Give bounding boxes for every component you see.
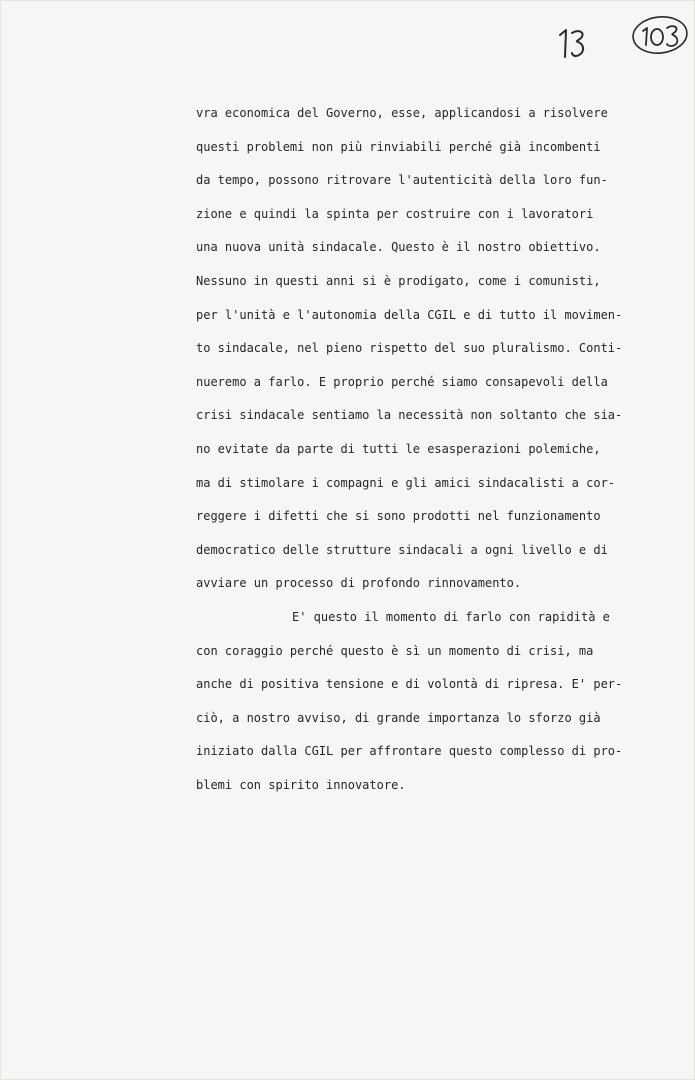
text-line: no evitate da parte di tutti le esasperazioni polemiche, [196,441,601,456]
text-line: zione e quindi la spinta per costruire con i lavoratori [196,206,594,221]
text-line: avviare un processo di profondo rinnovamento. [196,576,522,591]
text-line: to sindacale, nel pieno rispetto del suo pluralismo. Conti- [196,341,623,356]
text-line: con coraggio perché questo è sì un momento di crisi, ma [196,643,594,658]
text-line: da tempo, possono ritrovare l'autenticità della loro fun- [196,173,608,188]
typewritten-body-text [196,97,626,802]
text-line: reggere i difetti che si sono prodotti nel funzionamento [196,509,601,524]
circled-page-number-stamp [631,13,691,57]
text-line: blemi con spirito innovatore. [196,777,406,792]
text-line-paragraph-start: E' questo il momento di farlo con rapidità e [292,609,610,624]
text-line: iniziato dalla CGIL per affrontare questo complesso di pro- [196,744,623,759]
text-line: vra economica del Governo, esse, applicandosi a risolvere [196,106,608,120]
text-line: nueremo a farlo. E proprio perché siamo consapevoli della [196,374,608,389]
text-line: crisi sindacale sentiamo la necessità non soltanto che sia- [196,408,623,423]
text-line: democratico delle strutture sindacali a ogni livello e di [196,542,608,557]
text-line: una nuova unità sindacale. Questo è il nostro obiettivo. [196,240,601,255]
text-line: anche di positiva tensione e di volontà di ripresa. E' per- [196,677,623,692]
text-line: ciò, a nostro avviso, di grande importanza lo sforzo già [196,710,601,725]
text-line: per l'unità e l'autonomia della CGIL e di tutto il movimen- [196,307,623,322]
text-line: Nessuno in questi anni si è prodigato, come i comunisti, [196,273,601,288]
handwritten-page-number [554,23,594,63]
text-line: ma di stimolare i compagni e gli amici sindacalisti a cor- [196,475,616,490]
text-line: questi problemi non più rinviabili perché già incombenti [196,139,601,154]
